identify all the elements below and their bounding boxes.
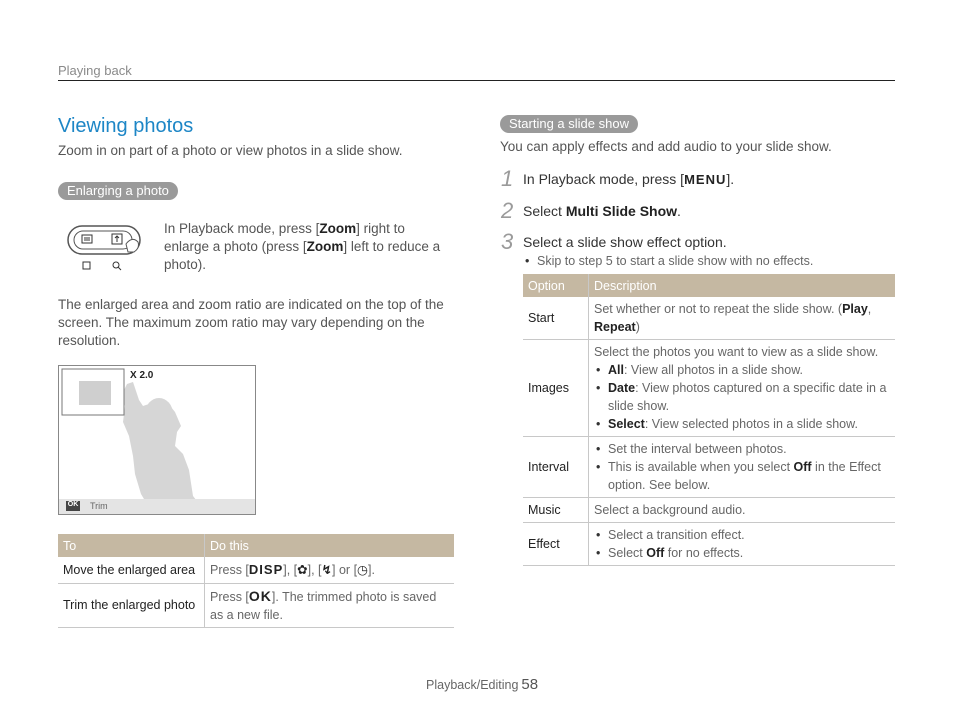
list-item: • Select a transition effect. [594,526,890,544]
table-row-trim-label: Trim the enlarged photo [58,583,205,627]
zoom-instruction: In Playback mode, press [Zoom] right to enlarge a photo (press [Zoom] left to reduce a photo). [164,221,441,272]
step-number: 2 [501,198,514,223]
page-number: 58 [521,676,539,693]
step-3-text: Select a slide show effect option. [523,234,727,250]
step-2-text: Select Multi Slide Show. [523,203,681,219]
zoomed-photo-illustration [58,365,256,515]
option-start: Start [523,297,589,340]
table-header-description: Description [589,274,896,297]
option-music-desc: Select a background audio. [589,498,896,523]
list-item: • All: View all photos in a slide show. [594,361,890,379]
zoom-lever-illustration [66,222,144,258]
option-images-desc: Select the photos you want to view as a slide show. • All: View all photos in a slide show. • Date: View photos captured on a specific date in a slide show. • Select: View selected photos in a slide show. [589,340,896,437]
option-interval: Interval [523,437,589,498]
step-1-text: In Playback mode, press [MENU]. [523,171,735,187]
slideshow-options-table [523,274,895,566]
trim-label: Trim [90,501,108,511]
header-rule [58,80,895,81]
table-row-trim-desc: Press [OK]. The trimmed photo is saved as a new file. [205,583,455,627]
list-item: • Select: View selected photos in a slide show. [594,415,890,433]
table-header-option: Option [523,274,589,297]
enlarged-note: The enlarged area and zoom ratio are indicated on the top of the screen. The maximum zoom ratio may vary depending on the resolution. [58,297,444,348]
slideshow-intro: You can apply effects and add audio to your slide show. [500,139,832,154]
list-item: • Select Off for no effects. [594,544,890,562]
flash-icon: ↯ [321,562,333,577]
page-footer [426,676,538,693]
option-start-desc: Set whether or not to repeat the slide show. (Play, Repeat) [589,297,896,340]
step-number: 1 [501,166,514,191]
step-number: 3 [501,229,514,254]
page-subtitle: Zoom in on part of a photo or view photos in a slide show. [58,143,403,158]
slideshow-section-pill: Starting a slide show [500,115,638,133]
ok-key-icon: OK [248,587,272,604]
option-music: Music [523,498,589,523]
step-3-note: • Skip to step 5 to start a slide show with no effects. [523,254,813,268]
zoom-actions-table [58,534,454,628]
list-item: • Date: View photos captured on a specific date in a slide show. [594,379,890,415]
table-row-move-desc: Press [DISP], [✿], [↯] or [◷]. [205,557,455,583]
list-item: • Set the interval between photos. [594,440,890,458]
option-effect: Effect [523,523,589,566]
option-effect-desc [589,523,896,566]
option-interval-desc [589,437,896,498]
option-images: Images [523,340,589,437]
enlarge-section-pill: Enlarging a photo [58,182,178,200]
zoom-ratio: X 2.0 [130,370,154,381]
timer-icon: ◷ [357,562,368,577]
ok-key-icon: OK [67,501,79,508]
page-title: Viewing photos [58,115,194,137]
table-header-to: To [58,534,205,557]
section-label: Playing back [58,63,132,78]
table-header-do: Do this [205,534,455,557]
table-row-move-label: Move the enlarged area [58,557,205,583]
footer-label: Playback/Editing [426,678,519,692]
macro-icon: ✿ [297,562,308,577]
disp-key-icon: DISP [248,561,284,577]
menu-key-icon: MENU [684,172,727,187]
list-item: • This is available when you select Off in the Effect option. See below. [594,458,890,494]
